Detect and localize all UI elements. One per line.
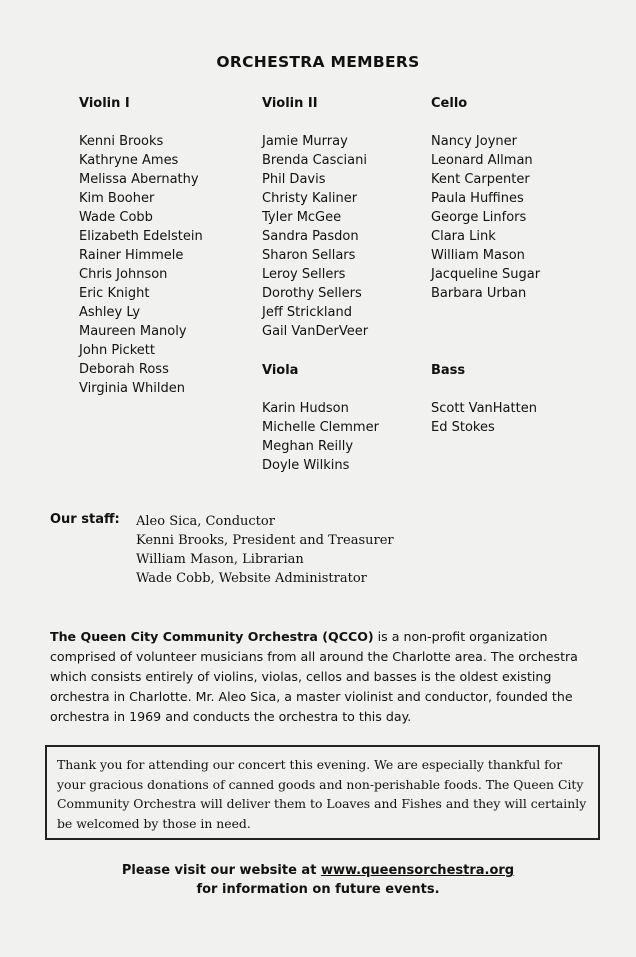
list-item: Christy Kaliner (262, 191, 358, 206)
list-item: Ashley Ly (79, 305, 141, 320)
list-item: Kent Carpenter (431, 172, 530, 187)
list-item: Tyler McGee (262, 210, 342, 225)
list-item: Gail VanDerVeer (262, 324, 369, 339)
list-item: Virginia Whilden (79, 381, 185, 396)
list-item: Dorothy Sellers (262, 286, 362, 301)
list-item: Barbara Urban (431, 286, 527, 301)
list-item: Deborah Ross (79, 362, 169, 377)
list-item: Nancy Joyner (431, 134, 517, 149)
list-item: Meghan Reilly (262, 439, 354, 454)
list-item: Jacqueline Sugar (431, 267, 541, 282)
thank-you-box: Thank you for attending our concert this evening. We are especially thankful for your gracious donations of canned goods and non-perishable foods. The Queen City Community Orchestra will deliver them to Loaves and Fishes and they will certainly be welcomed by those in need. (45, 745, 600, 840)
bass-heading: Bass (431, 363, 466, 378)
violin1-list (79, 132, 203, 398)
bass-section (431, 363, 537, 437)
website-link[interactable]: www.queensorchestra.org (320, 863, 515, 878)
cello-heading: Cello (431, 96, 468, 111)
website-notice (0, 861, 636, 899)
list-item: John Pickett (79, 343, 155, 358)
list-item: Sandra Pasdon (262, 229, 359, 244)
list-item: Sharon Sellars (262, 248, 356, 263)
list-item: Kenni Brooks, President and Treasurer (136, 533, 394, 548)
list-item: Melissa Abernathy (79, 172, 199, 187)
visit-suffix: for information on future events. (196, 882, 440, 897)
viola-list (262, 399, 379, 475)
list-item: Doyle Wilkins (262, 458, 350, 473)
bass-list (431, 399, 537, 437)
list-item: Wade Cobb (79, 210, 153, 225)
list-item: Elizabeth Edelstein (79, 229, 203, 244)
violin2-section (262, 96, 368, 341)
viola-section (262, 363, 379, 475)
list-item: Aleo Sica, Conductor (136, 514, 275, 529)
cello-section (431, 96, 540, 303)
list-item: Rainer Himmele (79, 248, 184, 263)
list-item: Leroy Sellers (262, 267, 346, 282)
list-item: Kathryne Ames (79, 153, 179, 168)
list-item: Kim Booher (79, 191, 155, 206)
list-item: Michelle Clemmer (262, 420, 379, 435)
org-name: The Queen City Community Orchestra (QCCO) (50, 629, 374, 644)
violin1-heading: Violin I (79, 96, 130, 111)
list-item: Brenda Casciani (262, 153, 367, 168)
list-item: Jeff Strickland (262, 305, 352, 320)
list-item: Wade Cobb, Website Administrator (136, 571, 367, 586)
list-item: Jamie Murray (262, 134, 348, 149)
list-item: Ed Stokes (431, 420, 495, 435)
list-item: Kenni Brooks (79, 134, 164, 149)
list-item: Chris Johnson (79, 267, 168, 282)
list-item: Clara Link (431, 229, 496, 244)
list-item: William Mason (431, 248, 525, 263)
staff-list (136, 512, 394, 588)
page-title: ORCHESTRA MEMBERS (216, 53, 420, 71)
list-item: Maureen Manoly (79, 324, 187, 339)
about-paragraph (50, 627, 610, 727)
violin2-heading: Violin II (262, 96, 318, 111)
list-item: Eric Knight (79, 286, 150, 301)
list-item: Leonard Allman (431, 153, 533, 168)
list-item: Karin Hudson (262, 401, 349, 416)
violin1-section (79, 96, 203, 398)
list-item: Scott VanHatten (431, 401, 537, 416)
list-item: George Linfors (431, 210, 527, 225)
visit-prefix: Please visit our website at (121, 863, 321, 878)
list-item: Phil Davis (262, 172, 326, 187)
viola-heading: Viola (262, 363, 299, 378)
list-item: Paula Huffines (431, 191, 524, 206)
staff-label: Our staff: (50, 512, 120, 527)
violin2-list (262, 132, 368, 341)
cello-list (431, 132, 540, 303)
list-item: William Mason, Librarian (136, 552, 304, 567)
about-text: is a non-profit organization comprised of volunteer musicians from all around the Charlotte area. The orchestra which consists entirely of violins, violas, cellos and basses is the oldest existing orchestra in Charlotte. Mr. Aleo Sica, a master violinist and conductor, founded the orchestra in 1969 and conducts the orchestra to this day. (50, 629, 578, 724)
